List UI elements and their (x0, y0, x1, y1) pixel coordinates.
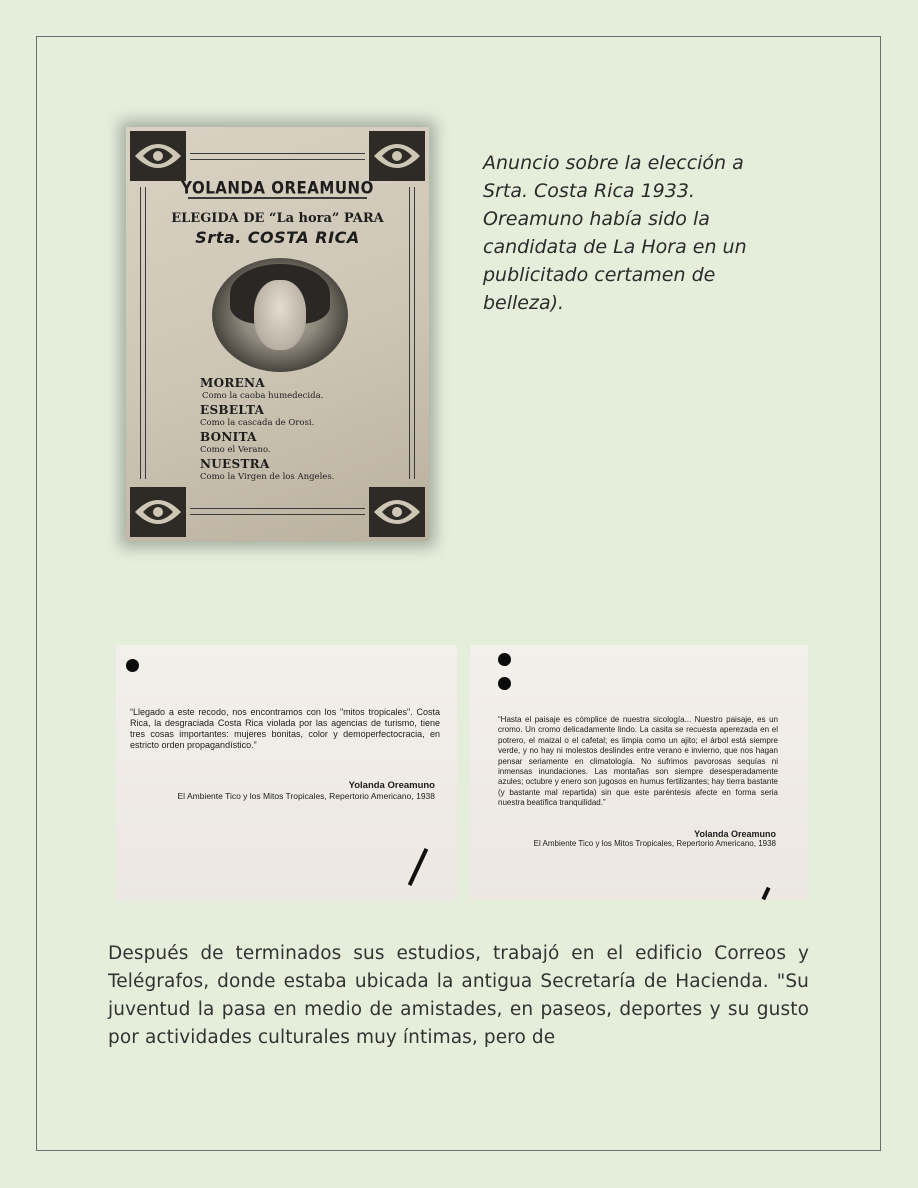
poster-border-line (190, 508, 365, 509)
slash-mark-icon (408, 848, 429, 886)
poster-border-line (190, 153, 365, 154)
poster-word-desc: Como el Verano. (200, 445, 271, 455)
poster-border-line (190, 159, 365, 160)
corner-ornament-icon (368, 486, 426, 538)
poster-word-list (200, 377, 334, 484)
poster-title: Srta. COSTA RICA (195, 228, 360, 247)
poster-word: ESBELTA (200, 403, 265, 417)
poster-name: YOLANDA OREAMUNO (181, 177, 374, 199)
poster-word-desc: Como la Virgen de los Angeles. (200, 472, 335, 482)
quote-author: Yolanda Oreamuno (348, 780, 435, 791)
quote-text: “Hasta el paisaje es cómplice de nuestra sicología... Nuestro paisaje, es un cromo. Un cromo delicadamente lindo. La casita se recuesta aperezada en el potrero, el maizal o el cafetal; es limpia como un ajito; el árbol está siempre verde, y no hay ni molestos deslindes entre verano e invierno, que nos hagan pensar seriamente en climatología. No sufrimos pavorosas sequías ni inmensas inundaciones. Las montañas son siempre desesperadamente azules; octubre y enero son jugosos en humus fertilizantes; hay tierra bastante (y bastante mal repartida) sin que este paréntesis afecte en forma seria nuestra beatífica tranquilidad.” (498, 715, 778, 808)
quote-source: El Ambiente Tico y los Mitos Tropicales, Repertorio Americano, 1938 (533, 839, 776, 848)
poster-subtitle: ELEGIDA DE “La hora” PARA (171, 211, 384, 226)
portrait-photo (212, 258, 348, 372)
quote-author: Yolanda Oreamuno (694, 829, 776, 839)
corner-ornament-icon (129, 486, 187, 538)
poster-border-line (190, 514, 365, 515)
quote-card (116, 645, 457, 901)
poster-word: BONITA (200, 430, 257, 444)
pin-dot-icon (126, 659, 139, 672)
pin-dot-icon (498, 677, 511, 690)
body-paragraph: Después de terminados sus estudios, trabajó en el edificio Correos y Telégrafos, donde estaba ubicada la antigua Secretaría de Hacienda. "Su juventud la pasa en medio de amistades, en paseos, deportes y su gusto por actividades culturales muy íntimas, pero de (108, 943, 809, 1048)
corner-ornament-icon (129, 130, 187, 182)
pin-dot-icon (498, 653, 511, 666)
poster-word-desc: Como la caoba humedecida. (202, 391, 324, 401)
portrait-face (254, 280, 306, 350)
poster-word-desc: Como la cascada de Orosi. (200, 418, 315, 428)
poster-word: NUESTRA (200, 457, 270, 471)
slash-mark-icon (761, 887, 770, 900)
miss-costa-rica-poster (126, 127, 429, 541)
quote-source: El Ambiente Tico y los Mitos Tropicales, Repertorio Americano, 1938 (177, 791, 435, 801)
quote-text: “Llegado a este recodo, nos encontramos con los "mitos tropicales". Costa Rica, la desgraciada Costa Rica violada por las agencias de turismo, tiene tres cosas importantes: mujeres bonitas, color y demoperfectocracia, en estricto orden propagandístico.” (130, 707, 440, 750)
poster-word: MORENA (200, 376, 265, 390)
quote-card (470, 645, 808, 900)
corner-ornament-icon (368, 130, 426, 182)
poster-caption: Anuncio sobre la elección a Srta. Costa Rica 1933. Oreamuno había sido la candidata de La Hora en un publicitado certamen de belleza). (483, 152, 747, 314)
